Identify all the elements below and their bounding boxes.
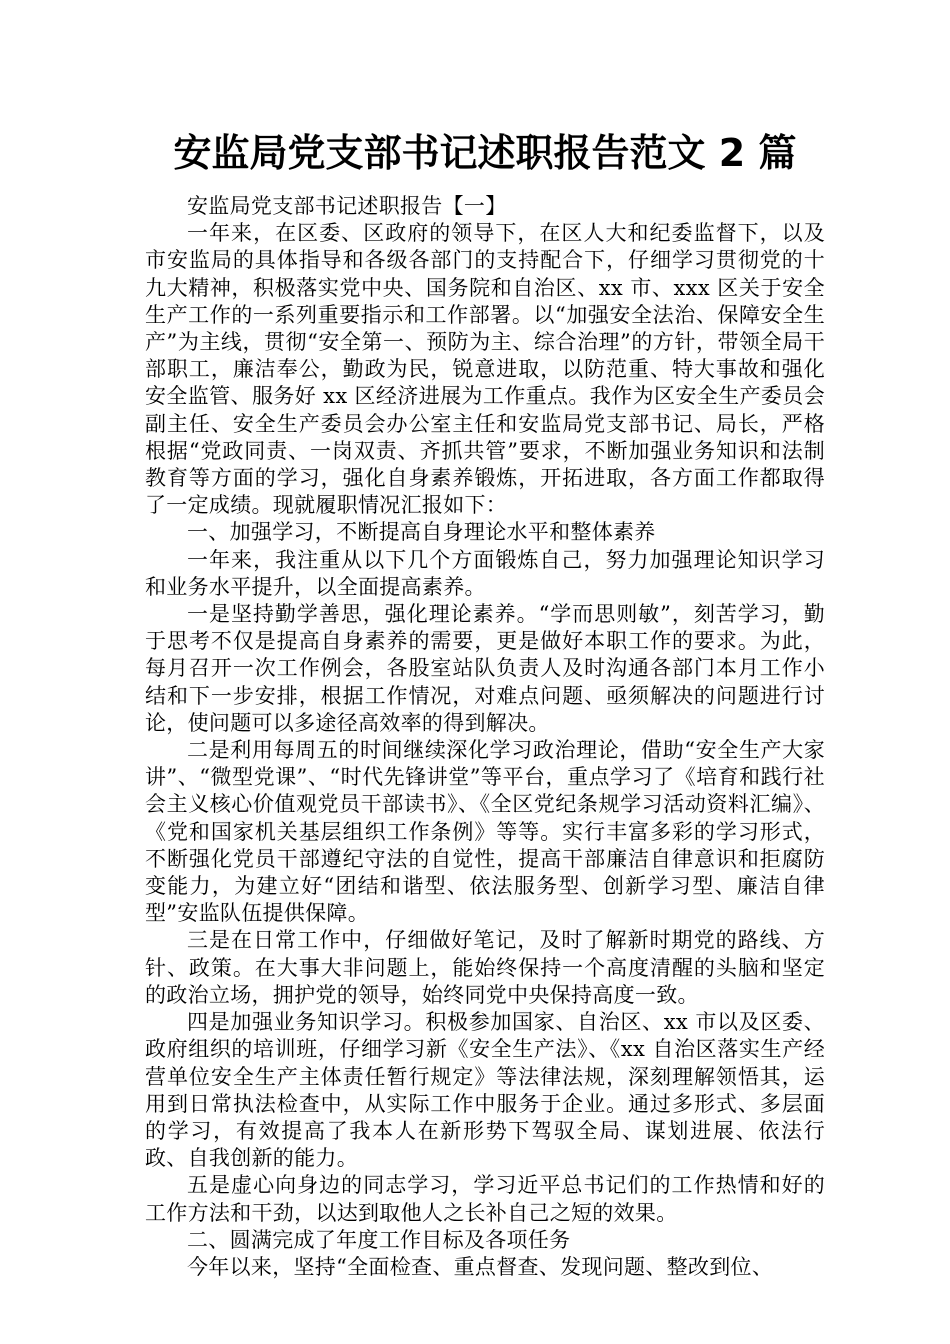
section-heading-goals: 二、圆满完成了年度工作目标及各项任务: [187, 1227, 571, 1252]
paragraph-study-point-four: 四是加强业务知识学习。积极参加国家、自治区、xx 市以及区委、政府组织的培训班，仔细学习新《安全生产法》、《xx 自治区落实生产经营单位安全生产主体责任暂行规定》等法律法规，深刻理解领悟其，运用到日常执法检查中，从实际工作中服务于企业。通过多形式、多层面的学习，有效提高了我本人在新形势下驾驭全局、谋划进展、依法行政、自我创新的能力。: [145, 1010, 825, 1171]
paragraph-study-point-one: 一是坚持勤学善思，强化理论素养。“学而思则敏”，刻苦学习，勤于思考不仅是提高自身素养的需要，更是做好本职工作的要求。为此，每月召开一次工作例会，各股室站队负责人及时沟通各部门本月工作小结和下一步安排，根据工作情况，对难点问题、亟须解决的问题进行讨论，使问题可以多途径高效率的得到解决。: [145, 602, 825, 735]
section-heading-report-one: 安监局党支部书记述职报告【一】: [187, 194, 507, 218]
section-heading-study: 一、加强学习，不断提高自身理论水平和整体素养: [187, 520, 656, 545]
paragraph-intro: 一年来，在区委、区政府的领导下，在区人大和纪委监督下，以及市安监局的具体指导和各级各部门的支持配合下，仔细学习贯彻党的十九大精神，积极落实党中央、国务院和自治区、xx 市、xxx 区关于安全生产工作的一系列重要指示和工作部署。以“加强安全法治、保障安全生产”为主线，贯彻“安全第一、预防为主、综合治理”的方针，带领全局干部职工，廉洁奉公，勤政为民，锐意进取，以防范重、特大事故和强化安全监管、服务好 xx 区经济进展为工作重点。我作为区安全生产委员会副主任、安全生产委员会办公室主任和安监局党支部书记、局长，严格根据“党政同责、一岗双责、齐抓共管”要求，不断加强业务知识和法制教育等方面的学习，强化自身素养锻炼，开拓进取，各方面工作都取得了一定成绩。现就履职情况汇报如下：: [145, 221, 825, 518]
paragraph-study-overview: 一年来，我注重从以下几个方面锻炼自己，努力加强理论知识学习和业务水平提升，以全面提高素养。: [145, 547, 825, 599]
paragraph-study-point-five: 五是虚心向身边的同志学习，学习近平总书记们的工作热情和好的工作方法和干劲，以达到取他人之长补自己之短的效果。: [145, 1173, 825, 1225]
document-body: [145, 193, 825, 1281]
paragraph-study-point-three: 三是在日常工作中，仔细做好笔记，及时了解新时期党的路线、方针、政策。在大事大非问题上，能始终保持一个高度清醒的头脑和坚定的政治立场，拥护党的领导，始终同党中央保持高度一致。: [145, 928, 825, 1007]
document-title: 安监局党支部书记述职报告范文 2 篇: [173, 131, 797, 175]
document-page: [145, 125, 825, 1281]
paragraph-goals-start: 今年以来，坚持“全面检查、重点督查、发现问题、整改到位、: [187, 1254, 774, 1279]
paragraph-study-point-two: 二是利用每周五的时间继续深化学习政治理论，借助“安全生产大家讲”、“微型党课”、“时代先锋讲堂”等平台，重点学习了《培育和践行社会主义核心价值观党员干部读书》、《全区党纪条规学习活动资料汇编》、《党和国家机关基层组织工作条例》等等。实行丰富多彩的学习形式，不断强化党员干部遵纪守法的自觉性，提高干部廉洁自律意识和拒腐防变能力，为建立好“团结和谐型、依法服务型、创新学习型、廉洁自律型”安监队伍提供保障。: [145, 738, 825, 926]
